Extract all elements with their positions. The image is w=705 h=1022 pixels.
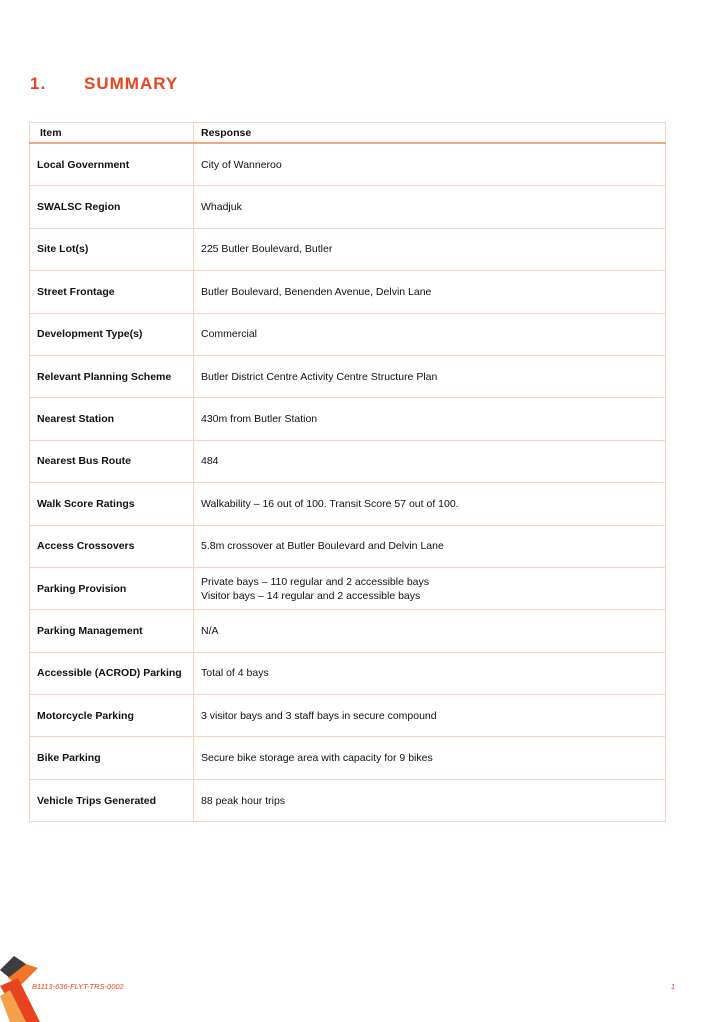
item-cell: Accessible (ACROD) Parking <box>30 652 194 694</box>
column-header-item: Item <box>30 123 194 144</box>
response-cell: City of Wanneroo <box>194 143 666 186</box>
item-cell: Local Government <box>30 143 194 186</box>
table-row <box>30 398 666 440</box>
response-cell: Secure bike storage area with capacity for 9 bikes <box>194 737 666 779</box>
item-cell: Nearest Station <box>30 398 194 440</box>
table-row <box>30 695 666 737</box>
response-cell: N/A <box>194 610 666 652</box>
item-cell: Site Lot(s) <box>30 228 194 270</box>
response-cell: Butler District Centre Activity Centre Structure Plan <box>194 355 666 397</box>
response-cell <box>194 567 666 609</box>
response-line: Private bays – 110 regular and 2 accessible bays <box>201 575 430 588</box>
response-cell: 3 visitor bays and 3 staff bays in secure compound <box>194 695 666 737</box>
item-cell: SWALSC Region <box>30 186 194 228</box>
item-cell: Street Frontage <box>30 271 194 313</box>
summary-table <box>29 122 666 822</box>
table-row <box>30 355 666 397</box>
table-row <box>30 567 666 609</box>
table-header-row <box>30 123 666 144</box>
response-cell: Whadjuk <box>194 186 666 228</box>
item-cell: Parking Management <box>30 610 194 652</box>
item-cell: Motorcycle Parking <box>30 695 194 737</box>
table-row <box>30 610 666 652</box>
section-heading <box>30 74 178 94</box>
item-cell: Bike Parking <box>30 737 194 779</box>
item-cell: Parking Provision <box>30 567 194 609</box>
column-header-response: Response <box>194 123 666 144</box>
table-row <box>30 652 666 694</box>
response-cell: 225 Butler Boulevard, Butler <box>194 228 666 270</box>
response-cell: Walkability – 16 out of 100. Transit Score 57 out of 100. <box>194 483 666 525</box>
response-cell: 430m from Butler Station <box>194 398 666 440</box>
table-row <box>30 228 666 270</box>
response-cell: Total of 4 bays <box>194 652 666 694</box>
table-row <box>30 483 666 525</box>
item-cell: Nearest Bus Route <box>30 440 194 482</box>
item-cell: Walk Score Ratings <box>30 483 194 525</box>
response-cell: 88 peak hour trips <box>194 779 666 821</box>
table-row <box>30 440 666 482</box>
table-row <box>30 143 666 186</box>
response-cell: Commercial <box>194 313 666 355</box>
item-cell: Relevant Planning Scheme <box>30 355 194 397</box>
table-row <box>30 271 666 313</box>
section-title: SUMMARY <box>84 74 179 93</box>
item-cell: Vehicle Trips Generated <box>30 779 194 821</box>
page-number: 1 <box>670 982 675 991</box>
table-row <box>30 186 666 228</box>
table-row <box>30 737 666 779</box>
response-cell: 484 <box>194 440 666 482</box>
table-row <box>30 313 666 355</box>
item-cell: Development Type(s) <box>30 313 194 355</box>
document-code: B1113-636-FLYT-TRS-0002 <box>32 982 124 991</box>
section-number: 1. <box>30 74 47 93</box>
table-row <box>30 525 666 567</box>
response-cell: Butler Boulevard, Benenden Avenue, Delvin Lane <box>194 271 666 313</box>
table-row <box>30 779 666 821</box>
item-cell: Access Crossovers <box>30 525 194 567</box>
response-line: Visitor bays – 14 regular and 2 accessible bays <box>201 589 421 602</box>
response-cell: 5.8m crossover at Butler Boulevard and Delvin Lane <box>194 525 666 567</box>
